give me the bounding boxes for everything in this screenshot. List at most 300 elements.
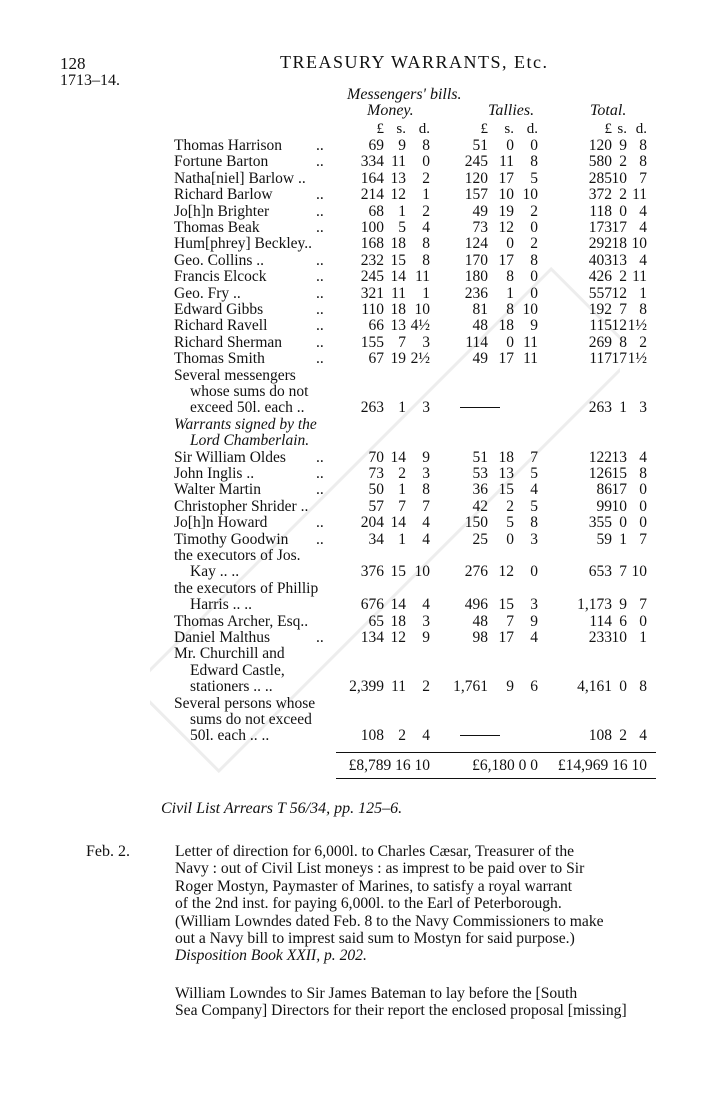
amount-cell: 59 xyxy=(596,530,612,548)
amount-cell: 17 xyxy=(498,629,514,646)
amount-cell: 653 xyxy=(588,563,612,581)
amount-cell: 7 xyxy=(506,612,514,630)
unit-label: £ xyxy=(604,121,612,137)
amount-cell: 355 xyxy=(588,514,612,532)
amount-cell: 18 xyxy=(390,235,406,253)
citation: Civil List Arrears T 56/34, pp. 125–6. xyxy=(161,800,403,817)
amount-cell: 9 xyxy=(619,596,627,614)
amount-cell: 164 xyxy=(360,169,384,187)
amount-cell: 4 xyxy=(639,251,647,269)
amount-cell: 14 xyxy=(390,448,406,466)
unit-label: s. xyxy=(396,121,406,137)
person-name-line: Kay .. .. xyxy=(190,563,240,581)
amount-cell: 8 xyxy=(639,678,647,696)
amount-cell: 1 xyxy=(639,629,647,646)
leader-dots: .. xyxy=(316,202,324,220)
amount-cell: 12 xyxy=(611,284,627,302)
amount-cell: 11 xyxy=(391,153,406,171)
amount-cell: 99 xyxy=(596,497,612,515)
amount-cell: 2 xyxy=(619,186,627,204)
amount-cell: 4 xyxy=(422,596,430,614)
amount-cell: 42 xyxy=(472,497,488,515)
amount-cell: 2 xyxy=(619,153,627,171)
amount-cell: 5 xyxy=(530,169,538,187)
amount-cell: 496 xyxy=(464,596,488,614)
amount-cell: 0 xyxy=(639,612,647,630)
amount-cell: 86 xyxy=(596,481,612,499)
amount-cell: 10 xyxy=(498,186,514,204)
amount-cell: 12 xyxy=(390,186,406,204)
amount-cell: 51 xyxy=(472,137,488,154)
amount-cell: 4 xyxy=(422,727,430,745)
amount-cell: 173 xyxy=(588,219,612,236)
amount-cell: 155 xyxy=(360,333,384,351)
amount-cell: 5 xyxy=(530,465,538,482)
amount-cell: 269 xyxy=(588,333,612,351)
amount-cell: 70 xyxy=(368,448,384,466)
amount-cell: 3 xyxy=(530,596,538,614)
person-name: Thomas Harrison xyxy=(174,137,283,154)
amount-cell: 10 xyxy=(631,235,647,253)
amount-cell: 6 xyxy=(530,678,538,696)
amount-cell: 1 xyxy=(639,284,647,302)
amount-cell: 4 xyxy=(530,629,538,646)
amount-cell: 3 xyxy=(422,465,430,482)
table-title: Messengers' bills. xyxy=(347,86,462,103)
table-row-line xyxy=(0,367,726,384)
amount-cell: 115 xyxy=(589,317,612,335)
amount-cell: 134 xyxy=(360,629,384,646)
amount-cell: 13 xyxy=(390,169,406,187)
amount-cell: 233 xyxy=(588,629,612,646)
leader-dots: .. xyxy=(316,333,324,351)
amount-cell: 7 xyxy=(639,169,647,187)
amount-cell: 15 xyxy=(390,563,406,581)
person-name: Fortune Barton xyxy=(174,153,269,171)
table-row xyxy=(0,137,726,154)
amount-cell: 34 xyxy=(368,530,384,548)
amount-cell: 8 xyxy=(422,481,430,499)
amount-cell: 36 xyxy=(472,481,488,499)
amount-cell: 263 xyxy=(588,399,612,417)
amount-cell: 100 xyxy=(360,219,384,236)
amount-cell: 321 xyxy=(360,284,384,302)
person-name-line: whose sums do not xyxy=(190,383,309,400)
leader-dots: .. xyxy=(316,350,324,368)
amount-cell: 3 xyxy=(530,530,538,548)
amount-cell: 8 xyxy=(639,465,647,482)
person-name: Jo[h]n Brighter xyxy=(174,202,270,220)
amount-cell: 18 xyxy=(611,235,627,253)
amount-cell: 117 xyxy=(589,350,612,368)
amount-cell: 10 xyxy=(611,629,627,646)
leader-dots: .. xyxy=(316,137,324,154)
amount-cell: 18 xyxy=(390,612,406,630)
leader-dots: .. xyxy=(316,448,324,466)
amount-cell: 114 xyxy=(589,612,612,630)
totals-row xyxy=(0,757,726,774)
amount-cell: 245 xyxy=(464,153,488,171)
amount-cell: 170 xyxy=(464,251,488,269)
amount-cell: 126 xyxy=(588,465,612,482)
amount-cell: 1,173 xyxy=(577,596,612,614)
amount-cell: 676 xyxy=(360,596,384,614)
person-name: Geo. Collins .. xyxy=(174,251,264,269)
amount-cell: 276 xyxy=(464,563,488,581)
amount-cell: 7 xyxy=(398,497,406,515)
table-row-line xyxy=(0,580,726,597)
section-heading-line xyxy=(0,432,726,449)
amount-cell: 0 xyxy=(639,481,647,499)
text-line: out a Navy bill to imprest said sum to Mostyn for said purpose.) xyxy=(175,930,575,948)
person-name-line: Mr. Churchill and xyxy=(174,645,285,663)
person-name: Richard Ravell xyxy=(174,317,268,335)
table-row xyxy=(0,285,726,302)
amount-cell: 3 xyxy=(422,333,430,351)
text-line: Disposition Book XXII, p. 202. xyxy=(175,947,367,965)
amount-cell: 12 xyxy=(611,317,627,335)
amount-cell: 11 xyxy=(391,284,406,302)
amount-cell: 3 xyxy=(639,399,647,417)
amount-cell: 1 xyxy=(422,186,430,204)
amount-cell: 4½ xyxy=(410,317,430,335)
amount-cell: 2 xyxy=(422,169,430,187)
amount-cell: 1½ xyxy=(627,317,647,335)
amount-cell: 11 xyxy=(391,678,406,696)
table-row xyxy=(0,481,726,498)
leader-dots: .. xyxy=(316,219,324,236)
amount-cell: 4 xyxy=(639,202,647,220)
amount-cell: 11 xyxy=(632,186,647,204)
amount-cell: 8 xyxy=(506,301,514,318)
amount-cell: 8 xyxy=(530,514,538,532)
page-number: 128 xyxy=(60,54,86,73)
person-name-line: the executors of Phillip xyxy=(174,579,319,597)
amount-cell: 3 xyxy=(422,612,430,630)
amount-cell: 49 xyxy=(472,350,488,368)
amount-cell: 0 xyxy=(422,153,430,171)
section-heading: Lord Chamberlain. xyxy=(190,432,310,450)
amount-cell: 19 xyxy=(390,350,406,368)
section-heading-line xyxy=(0,416,726,433)
person-name-line: sums do not exceed xyxy=(190,711,312,728)
amount-cell: 69 xyxy=(368,137,384,154)
amount-cell: 10 xyxy=(522,186,538,204)
amount-cell: 13 xyxy=(498,465,514,482)
amount-cell: 4 xyxy=(530,481,538,499)
amount-cell: 25 xyxy=(472,530,488,548)
tally-dash xyxy=(460,735,500,736)
amount-cell: 98 xyxy=(472,629,488,646)
person-name-line: 50l. each .. .. xyxy=(190,727,270,745)
amount-cell: 2½ xyxy=(410,350,430,368)
amount-cell: 4 xyxy=(639,219,647,236)
amount-cell: 17 xyxy=(498,251,514,269)
amount-cell: 10 xyxy=(522,301,538,318)
amount-cell: 122 xyxy=(588,448,612,466)
amount-cell: 17 xyxy=(611,350,627,368)
table-row-line xyxy=(0,563,726,580)
amount-cell: 4 xyxy=(422,219,430,236)
person-name-line: Harris .. .. xyxy=(190,596,252,614)
amount-cell: 118 xyxy=(589,202,612,220)
section-heading: Warrants signed by the xyxy=(174,415,317,433)
amount-cell: 2 xyxy=(422,678,430,696)
leader-dots: .. xyxy=(316,317,324,335)
person-name: Francis Elcock xyxy=(174,268,267,286)
table-row xyxy=(0,268,726,285)
table-row xyxy=(0,350,726,367)
amount-cell: 15 xyxy=(498,596,514,614)
unit-label: d. xyxy=(418,121,430,137)
table-row-line xyxy=(0,727,726,744)
amount-cell: 1 xyxy=(619,530,627,548)
entry-date: Feb. 2. xyxy=(86,843,130,860)
amount-cell: 17 xyxy=(498,169,514,187)
amount-cell: 4 xyxy=(422,530,430,548)
amount-cell: 0 xyxy=(619,202,627,220)
amount-cell: 0 xyxy=(530,219,538,236)
amount-cell: 7 xyxy=(639,596,647,614)
entry2-paragraph xyxy=(175,985,627,1020)
table-row xyxy=(0,465,726,482)
amount-cell: 1 xyxy=(422,284,430,302)
amount-cell: 168 xyxy=(360,235,384,253)
amount-cell: 214 xyxy=(360,186,384,204)
table-row xyxy=(0,514,726,531)
amount-cell: 232 xyxy=(360,251,384,269)
amount-cell: 7 xyxy=(619,301,627,318)
amount-cell: 4,161 xyxy=(577,678,612,696)
year-marginal: 1713–14. xyxy=(60,72,120,89)
unit-label: s. xyxy=(617,121,627,137)
amount-cell: 0 xyxy=(530,268,538,286)
amount-cell: 2 xyxy=(639,333,647,351)
amount-cell: 2 xyxy=(530,235,538,253)
total-grand: £14,969 16 10 xyxy=(557,756,647,774)
person-name: Thomas Archer, Esq.. xyxy=(174,612,309,630)
leader-dots: .. xyxy=(316,284,324,302)
amount-cell: 13 xyxy=(611,448,627,466)
amount-cell: 0 xyxy=(530,284,538,302)
amount-cell: 8 xyxy=(530,251,538,269)
person-name: Thomas Beak xyxy=(174,219,260,236)
amount-cell: 65 xyxy=(368,612,384,630)
person-name: Richard Barlow xyxy=(174,186,273,204)
table-row-line xyxy=(0,596,726,613)
leader-dots: .. xyxy=(316,629,324,646)
amount-cell: 2 xyxy=(398,727,406,745)
amount-cell: 10 xyxy=(414,563,430,581)
amount-cell: 403 xyxy=(588,251,612,269)
amount-cell: 2 xyxy=(619,727,627,745)
person-name-line: Several persons whose xyxy=(174,694,316,712)
amount-cell: 4 xyxy=(639,448,647,466)
amount-cell: 4 xyxy=(422,514,430,532)
amount-cell: 1 xyxy=(398,202,406,220)
text-line: (William Lowndes dated Feb. 8 to the Navy Commissioners to make xyxy=(175,912,604,930)
amount-cell: 110 xyxy=(361,301,384,318)
text-line: William Lowndes to Sir James Bateman to lay before the [South xyxy=(175,985,578,1002)
amount-cell: 11 xyxy=(499,153,514,171)
amount-cell: 53 xyxy=(472,465,488,482)
amount-cell: 10 xyxy=(611,169,627,187)
amount-cell: 236 xyxy=(464,284,488,302)
amount-cell: 18 xyxy=(498,448,514,466)
amount-cell: 557 xyxy=(588,284,612,302)
amount-cell: 14 xyxy=(390,268,406,286)
person-name-line: Several messengers xyxy=(174,366,296,384)
leader-dots: .. xyxy=(316,301,324,318)
total-rule-top xyxy=(336,752,656,753)
amount-cell: 81 xyxy=(472,301,488,318)
table-row xyxy=(0,629,726,646)
amount-cell: 67 xyxy=(368,350,384,368)
amount-cell: 1 xyxy=(398,399,406,417)
person-name: Daniel Malthus xyxy=(174,629,270,646)
amount-cell: 12 xyxy=(498,219,514,236)
table-row xyxy=(0,317,726,334)
table-row-line xyxy=(0,662,726,679)
amount-cell: 124 xyxy=(464,235,488,253)
amount-cell: 150 xyxy=(464,514,488,532)
amount-cell: 0 xyxy=(506,235,514,253)
amount-cell: 7 xyxy=(398,333,406,351)
unit-label: s. xyxy=(504,121,514,137)
amount-cell: 11 xyxy=(415,268,430,286)
amount-cell: 10 xyxy=(611,497,627,515)
text-line: of the 2nd inst. for paying 6,000l. to the Earl of Peterborough. xyxy=(175,895,562,913)
amount-cell: 49 xyxy=(472,202,488,220)
table-row xyxy=(0,531,726,548)
person-name: Jo[h]n Howard xyxy=(174,514,268,532)
amount-cell: 9 xyxy=(530,612,538,630)
table-row-line xyxy=(0,383,726,400)
amount-cell: 15 xyxy=(611,465,627,482)
amount-cell: 245 xyxy=(360,268,384,286)
table-row xyxy=(0,498,726,515)
amount-cell: 13 xyxy=(390,317,406,335)
amount-cell: 8 xyxy=(422,251,430,269)
table-row-line xyxy=(0,695,726,712)
amount-cell: 108 xyxy=(588,727,612,745)
amount-cell: 2 xyxy=(506,497,514,515)
amount-cell: 1 xyxy=(506,284,514,302)
amount-cell: 8 xyxy=(639,137,647,154)
col-total: Total. xyxy=(590,102,627,119)
amount-cell: 73 xyxy=(368,465,384,482)
amount-cell: 1 xyxy=(619,399,627,417)
amount-cell: 8 xyxy=(639,153,647,171)
amount-cell: 18 xyxy=(498,317,514,335)
amount-cell: 8 xyxy=(422,137,430,154)
table-row xyxy=(0,613,726,630)
amount-cell: 114 xyxy=(465,333,488,351)
amount-cell: 2 xyxy=(422,202,430,220)
amount-cell: 292 xyxy=(588,235,612,253)
tally-dash xyxy=(460,407,500,408)
amount-cell: 0 xyxy=(619,514,627,532)
amount-cell: 8 xyxy=(639,301,647,318)
amount-cell: 1,761 xyxy=(453,678,488,696)
amount-cell: 0 xyxy=(639,497,647,515)
person-name: Walter Martin xyxy=(174,481,261,499)
amount-cell: 11 xyxy=(523,333,538,351)
amount-cell: 0 xyxy=(506,530,514,548)
unit-label: d. xyxy=(526,121,538,137)
amount-cell: 13 xyxy=(611,251,627,269)
amount-cell: 1 xyxy=(398,530,406,548)
person-name: Hum[phrey] Beckley.. xyxy=(174,235,313,253)
amount-cell: 0 xyxy=(530,137,538,154)
table-row xyxy=(0,203,726,220)
amount-cell: 5 xyxy=(530,497,538,515)
amount-cell: 17 xyxy=(611,219,627,236)
person-name-line: exceed 50l. each .. xyxy=(190,399,305,417)
table-row xyxy=(0,449,726,466)
amount-cell: 3 xyxy=(422,399,430,417)
col-money: Money. xyxy=(367,102,414,119)
person-name: Edward Gibbs xyxy=(174,301,264,318)
amount-cell: 9 xyxy=(422,448,430,466)
person-name: Christopher Shrider .. xyxy=(174,497,309,515)
amount-cell: 580 xyxy=(588,153,612,171)
person-name: Timothy Goodwin xyxy=(174,530,289,548)
amount-cell: 120 xyxy=(588,137,612,154)
leader-dots: .. xyxy=(316,465,324,482)
running-head: TREASURY WARRANTS, Etc. xyxy=(280,52,549,72)
amount-cell: 204 xyxy=(360,514,384,532)
amount-cell: 0 xyxy=(530,563,538,581)
amount-cell: 18 xyxy=(390,301,406,318)
amount-cell: 15 xyxy=(498,481,514,499)
amount-cell: 51 xyxy=(472,448,488,466)
amount-cell: 14 xyxy=(390,514,406,532)
person-name: Richard Sherman xyxy=(174,333,283,351)
amount-cell: 372 xyxy=(588,186,612,204)
total-money: £8,789 16 10 xyxy=(348,756,430,774)
amount-cell: 8 xyxy=(619,333,627,351)
total-rule-bottom xyxy=(336,778,656,779)
entry-paragraph xyxy=(175,843,604,965)
amount-cell: 108 xyxy=(360,727,384,745)
amount-cell: 11 xyxy=(632,268,647,286)
table-row xyxy=(0,252,726,269)
amount-cell: 12 xyxy=(390,629,406,646)
amount-cell: 9 xyxy=(530,317,538,335)
amount-cell: 10 xyxy=(631,563,647,581)
amount-cell: 14 xyxy=(390,596,406,614)
amount-cell: 0 xyxy=(639,514,647,532)
table-row-line xyxy=(0,711,726,728)
amount-cell: 9 xyxy=(506,678,514,696)
person-name: Natha[niel] Barlow .. xyxy=(174,169,306,187)
amount-cell: 8 xyxy=(530,153,538,171)
table-row-line xyxy=(0,645,726,662)
table-row xyxy=(0,301,726,318)
table-row xyxy=(0,219,726,236)
amount-cell: 1 xyxy=(398,481,406,499)
total-tallies: £6,180 0 0 xyxy=(472,756,538,774)
table-row-line xyxy=(0,678,726,695)
amount-cell: 157 xyxy=(464,186,488,204)
amount-cell: 6 xyxy=(619,612,627,630)
amount-cell: 7 xyxy=(619,563,627,581)
leader-dots: .. xyxy=(316,153,324,171)
amount-cell: 7 xyxy=(422,497,430,515)
amount-cell: 4 xyxy=(639,727,647,745)
amount-cell: 9 xyxy=(619,137,627,154)
